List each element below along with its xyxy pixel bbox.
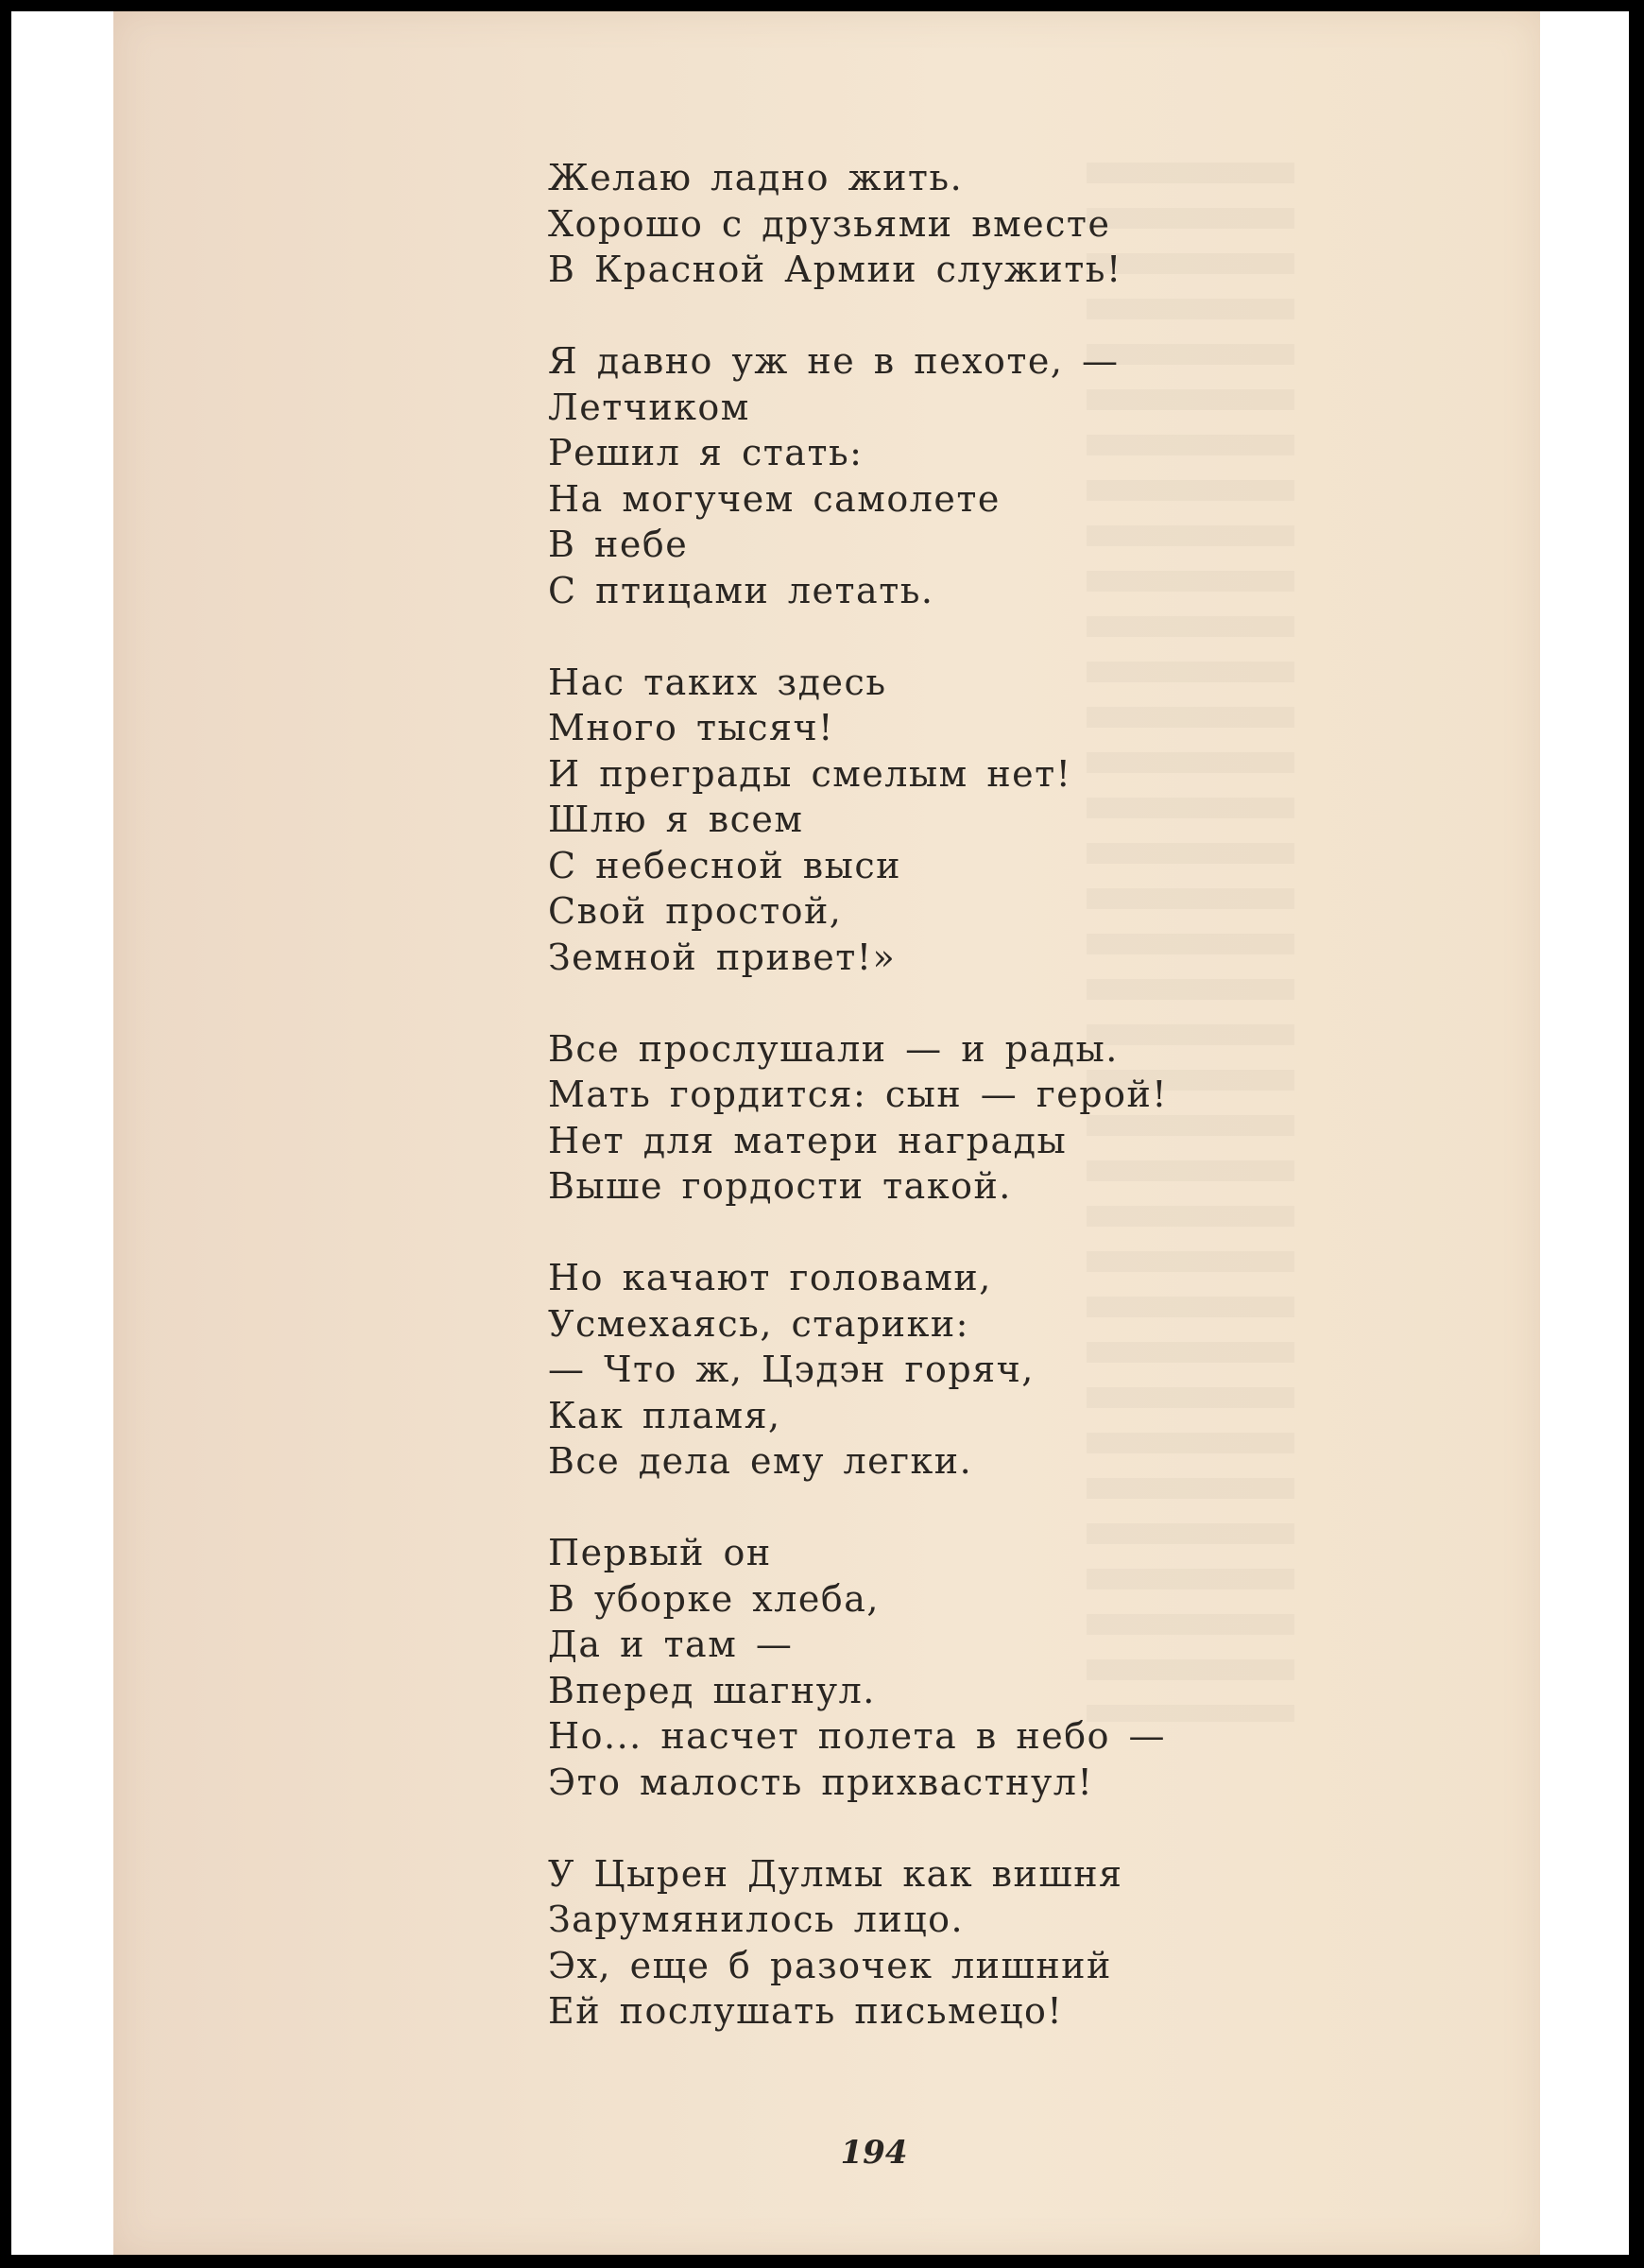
poem-line: С птицами летать. — [548, 569, 934, 611]
poem-line: Ей послушать письмецо! — [548, 1990, 1064, 2032]
poem-text — [548, 155, 1398, 2080]
book-page — [113, 11, 1540, 2255]
stanza — [548, 155, 1398, 293]
stanza — [548, 1255, 1398, 1485]
scan-frame — [11, 11, 1629, 2255]
poem-line: Но качают головами, — [548, 1257, 992, 1298]
poem-line: Нет для матери награды — [548, 1119, 1068, 1161]
poem-line: Летчиком — [548, 386, 750, 428]
poem-line: Шлю я всем — [548, 799, 804, 840]
poem-line: С небесной выси — [548, 844, 901, 886]
poem-line: Все прослушали — и рады. — [548, 1027, 1119, 1070]
poem-line: Как пламя, — [548, 1394, 781, 1436]
poem-line: Все дела ему легки. — [548, 1440, 973, 1482]
poem-line: Много тысяч! — [548, 707, 834, 748]
poem-line: На могучем самолете — [548, 477, 1001, 520]
poem-line: Это малость прихвастнул! — [548, 1761, 1094, 1803]
poem-line: Вперед шагнул. — [548, 1669, 876, 1711]
poem-line: В небе — [548, 524, 689, 565]
poem-line: Земной привет!» — [548, 936, 897, 978]
poem-line: — Что ж, Цэдэн горяч, — [548, 1349, 1035, 1390]
stanza — [548, 1026, 1398, 1210]
poem-line: Но... насчет полета в небо — — [548, 1715, 1167, 1757]
poem-line: Нас таких здесь — [548, 661, 887, 703]
stanza — [548, 338, 1398, 613]
poem-line: В Красной Армии служить! — [548, 249, 1122, 290]
poem-line: Эх, еще б разочек лишний — [548, 1944, 1112, 1986]
poem-line: Да и там — — [548, 1624, 794, 1665]
poem-line: Мать гордится: сын — герой! — [548, 1074, 1169, 1115]
poem-line: В уборке хлеба, — [548, 1577, 880, 1620]
poem-line: И преграды смелым нет! — [548, 752, 1072, 795]
poem-line: Я давно уж не в пехоте, — — [548, 340, 1120, 382]
stanza — [548, 660, 1398, 981]
stanza — [548, 1530, 1398, 1805]
poem-line: Решил я стать: — [548, 432, 864, 473]
poem-line: Первый он — [548, 1532, 772, 1573]
stanza — [548, 1851, 1398, 2035]
poem-line: Желаю ладно жить. — [548, 157, 964, 198]
poem-line: У Цырен Дулмы как вишня — [548, 1852, 1123, 1895]
poem-line: Хорошо с друзьями вместе — [548, 202, 1111, 245]
poem-line: Свой простой, — [548, 890, 843, 932]
poem-line: Выше гордости такой. — [548, 1165, 1012, 1207]
poem-line: Зарумянилось лицо. — [548, 1899, 965, 1940]
poem-line: Усмехаясь, старики: — [548, 1302, 969, 1345]
page-number: 194 — [840, 2134, 908, 2172]
